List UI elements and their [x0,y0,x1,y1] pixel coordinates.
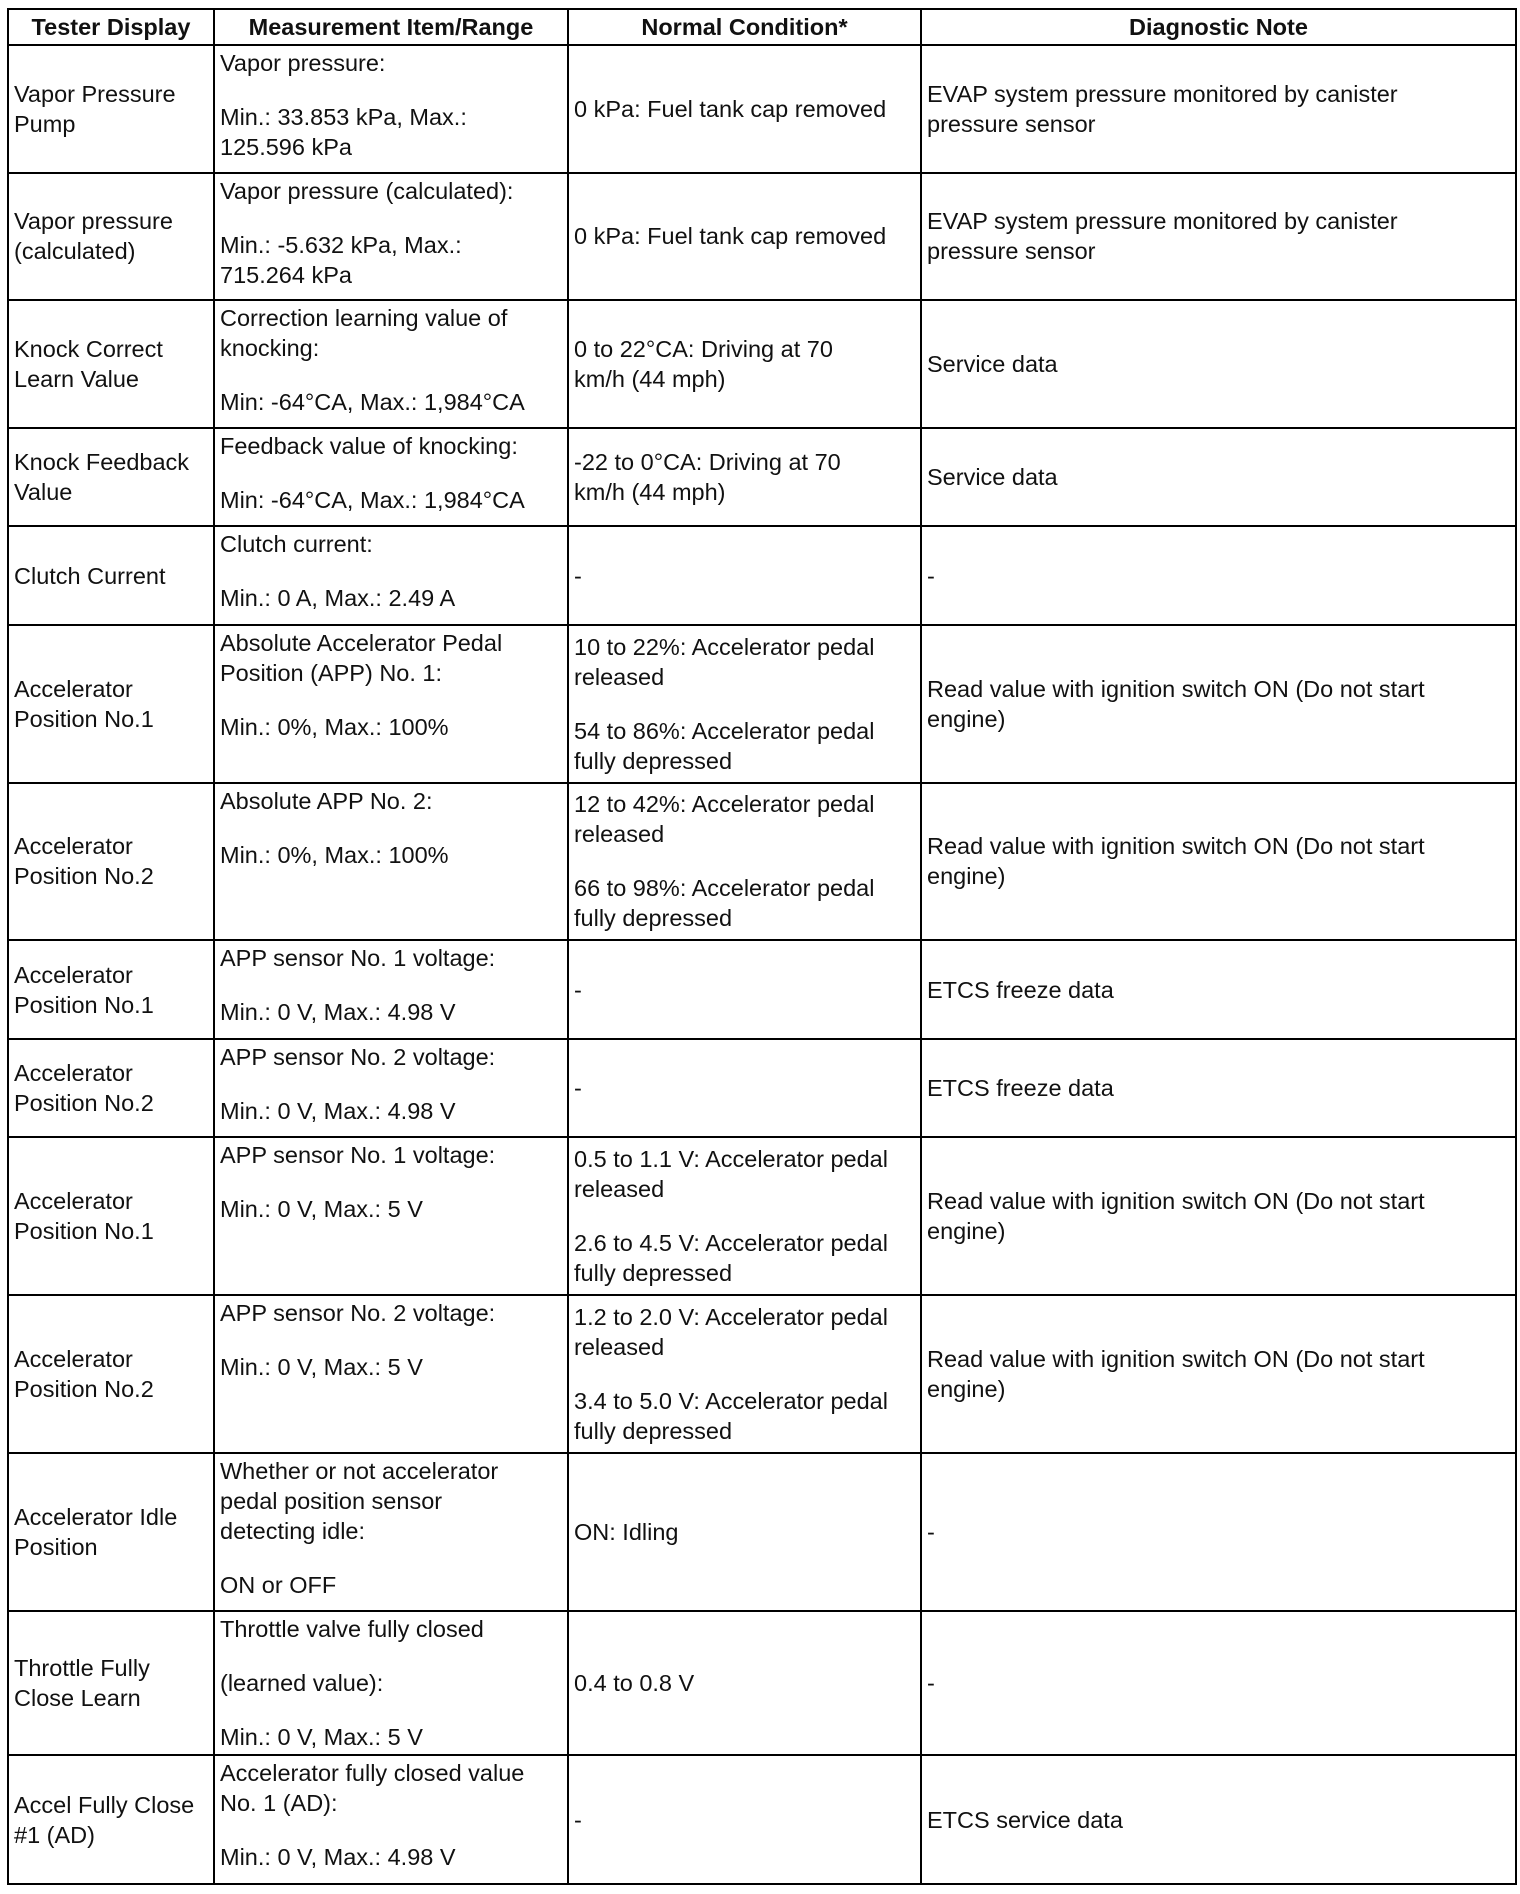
cell-line: Pump [14,110,76,137]
cell-line: Accelerator [14,1345,133,1372]
measurement-cell [214,1137,568,1295]
header-measurement-item: Measurement Item/Range [214,9,568,45]
normal-condition-cell [568,173,921,301]
cell-line: Accelerator [14,961,133,988]
cell-line: released [574,663,665,690]
cell-line: Min.: 0 A, Max.: 2.49 A [220,585,456,612]
cell-line: Throttle valve fully closed [220,1615,484,1642]
cell-line: Absolute APP No. 2: [220,787,433,814]
cell-line: released [574,821,665,848]
cell-line: APP sensor No. 2 voltage: [220,1043,496,1070]
diagnostic-note-cell [921,1611,1516,1756]
normal-condition-cell [568,45,921,173]
cell-line: Close Learn [14,1684,141,1711]
measurement-cell [214,1295,568,1453]
diagnostic-note-cell [921,1453,1516,1611]
cell-line: Min.: 0 V, Max.: 5 V [220,1196,423,1223]
table-row [8,173,1516,301]
cell-line: Throttle Fully [14,1654,150,1681]
table-row [8,45,1516,173]
diagnostic-note-cell [921,625,1516,783]
table-row [8,1295,1516,1453]
cell-line: km/h (44 mph) [574,366,726,393]
diagnostic-note-cell [921,428,1516,526]
cell-line: fully depressed [574,1417,733,1444]
normal-condition-cell [568,300,921,428]
cell-line: - [574,1806,582,1833]
cell-line: engine) [927,1218,1006,1245]
measurement-cell [214,45,568,173]
cell-line: 10 to 22%: Accelerator pedal [574,633,875,660]
diagnostic-data-table [7,8,1517,1885]
table-row [8,428,1516,526]
header-row [8,9,1516,45]
cell-line: APP sensor No. 1 voltage: [220,1142,496,1169]
cell-line: Min.: 0 V, Max.: 4.98 V [220,999,456,1026]
diagnostic-note-cell [921,783,1516,941]
diagnostic-note-cell [921,1755,1516,1884]
cell-line: - [927,562,935,589]
diagnostic-note-cell [921,173,1516,301]
cell-line: #1 (AD) [14,1821,95,1848]
table-row [8,526,1516,624]
cell-line: - [574,976,582,1003]
cell-line: 125.596 kPa [220,134,352,160]
cell-line: Position (APP) No. 1: [220,659,443,686]
cell-line: - [574,1075,582,1101]
tester-display-cell [8,1137,214,1295]
cell-line: Accelerator [14,833,133,860]
measurement-cell [214,300,568,428]
cell-line: Min.: 0%, Max.: 100% [220,713,449,740]
cell-line: Min.: 33.853 kPa, Max.: [220,104,467,130]
cell-line: detecting idle: [220,1517,366,1544]
cell-line: Position No.2 [14,1090,154,1116]
cell-line: Knock Correct [14,336,163,363]
cell-line: Accelerator [14,1188,133,1215]
header-diagnostic-note: Diagnostic Note [921,9,1516,45]
cell-line: - [927,1669,935,1696]
cell-line: APP sensor No. 1 voltage: [220,945,496,972]
cell-line: Accelerator [14,1060,133,1086]
measurement-cell [214,428,568,526]
normal-condition-cell [568,1755,921,1884]
cell-line: pedal position sensor [220,1487,443,1514]
cell-line: - [927,1518,935,1545]
measurement-cell [214,1755,568,1884]
cell-line: 0.5 to 1.1 V: Accelerator pedal [574,1146,888,1173]
cell-line: knocking: [220,335,320,362]
table-row [8,300,1516,428]
tester-display-cell [8,300,214,428]
normal-condition-cell [568,940,921,1038]
tester-display-cell [8,45,214,173]
cell-line: Service data [927,464,1058,491]
tester-display-cell [8,1611,214,1756]
cell-line: EVAP system pressure monitored by canister [927,80,1398,107]
header-normal-condition: Normal Condition* [568,9,921,45]
cell-line: Correction learning value of [220,305,508,332]
cell-line: APP sensor No. 2 voltage: [220,1300,496,1326]
cell-line: Read value with ignition switch ON (Do not start [927,833,1425,860]
measurement-cell [214,1039,568,1137]
measurement-cell [214,625,568,783]
cell-line: released [574,1333,665,1360]
cell-line: pressure sensor [927,238,1096,265]
table-body [8,45,1516,1884]
cell-line: Learn Value [14,366,139,393]
normal-condition-cell [568,625,921,783]
cell-line: Vapor pressure [14,208,173,235]
diagnostic-note-cell [921,45,1516,173]
cell-line: (learned value): [220,1669,384,1696]
table-row [8,1755,1516,1884]
cell-line: Position No.2 [14,863,154,890]
cell-line: Position No.1 [14,1218,154,1245]
cell-line: (calculated) [14,238,136,265]
cell-line: Vapor Pressure [14,80,176,107]
cell-line: Min.: 0 V, Max.: 4.98 V [220,1844,456,1871]
cell-line: 0 kPa: Fuel tank cap removed [574,95,887,122]
cell-line: Min.: 0 V, Max.: 4.98 V [220,1097,456,1124]
cell-line: Min.: 0 V, Max.: 5 V [220,1354,423,1380]
cell-line: fully depressed [574,905,733,932]
cell-line: Whether or not accelerator [220,1457,499,1484]
diagnostic-note-cell [921,1137,1516,1295]
measurement-cell [214,526,568,624]
cell-line: Min.: 0%, Max.: 100% [220,841,449,868]
cell-line: Position No.1 [14,991,154,1018]
diagnostic-note-cell [921,940,1516,1038]
cell-line: 12 to 42%: Accelerator pedal [574,791,875,818]
tester-display-cell [8,625,214,783]
cell-line: Vapor pressure (calculated): [220,177,514,204]
cell-line: Position [14,1533,98,1560]
cell-line: 66 to 98%: Accelerator pedal [574,875,875,902]
cell-line: Accelerator [14,675,133,702]
cell-line: -22 to 0°CA: Driving at 70 [574,449,841,476]
cell-line: km/h (44 mph) [574,479,726,506]
cell-line: 715.264 kPa [220,261,352,288]
tester-display-cell [8,1039,214,1137]
table-row [8,625,1516,783]
table-row [8,1137,1516,1295]
cell-line: Position No.2 [14,1375,154,1402]
diagnostic-note-cell [921,1295,1516,1453]
cell-line: fully depressed [574,747,733,774]
cell-line: - [574,562,582,589]
measurement-cell [214,783,568,941]
normal-condition-cell [568,783,921,941]
cell-line: ETCS freeze data [927,1075,1114,1101]
cell-line: Accelerator Idle [14,1503,178,1530]
normal-condition-cell [568,526,921,624]
cell-line: Absolute Accelerator Pedal [220,629,503,656]
cell-line: No. 1 (AD): [220,1790,338,1817]
table-row [8,940,1516,1038]
cell-line: Value [14,479,73,506]
measurement-cell [214,1611,568,1756]
cell-line: Accelerator fully closed value [220,1760,525,1787]
normal-condition-cell [568,1039,921,1137]
tester-display-cell [8,940,214,1038]
cell-line: Min.: 0 V, Max.: 5 V [220,1723,423,1750]
cell-line: 54 to 86%: Accelerator pedal [574,717,875,744]
header-tester-display: Tester Display [8,9,214,45]
cell-line: Read value with ignition switch ON (Do not start [927,1188,1425,1215]
diagnostic-note-cell [921,526,1516,624]
cell-line: Read value with ignition switch ON (Do not start [927,1345,1425,1372]
cell-line: Knock Feedback [14,449,190,476]
cell-line: 2.6 to 4.5 V: Accelerator pedal [574,1230,888,1257]
tester-display-cell [8,1453,214,1611]
measurement-cell [214,940,568,1038]
cell-line: Min: -64°CA, Max.: 1,984°CA [220,486,525,513]
normal-condition-cell [568,1453,921,1611]
normal-condition-cell [568,428,921,526]
cell-line: Service data [927,351,1058,378]
cell-line: Min: -64°CA, Max.: 1,984°CA [220,389,525,416]
normal-condition-cell [568,1611,921,1756]
cell-line: engine) [927,1375,1006,1402]
cell-line: ETCS freeze data [927,976,1114,1003]
diagnostic-note-cell [921,1039,1516,1137]
normal-condition-cell [568,1295,921,1453]
cell-line: released [574,1176,665,1203]
cell-line: 0 kPa: Fuel tank cap removed [574,223,887,250]
cell-line: Accel Fully Close [14,1791,195,1818]
table-row [8,1611,1516,1756]
tester-display-cell [8,1295,214,1453]
cell-line: 1.2 to 2.0 V: Accelerator pedal [574,1303,888,1330]
cell-line: 0.4 to 0.8 V [574,1669,695,1696]
tester-display-cell [8,526,214,624]
cell-line: 3.4 to 5.0 V: Accelerator pedal [574,1387,888,1414]
cell-line: 0 to 22°CA: Driving at 70 [574,336,833,363]
cell-line: engine) [927,705,1006,732]
cell-line: Min.: -5.632 kPa, Max.: [220,231,462,258]
cell-line: ON: Idling [574,1518,679,1545]
tester-display-cell [8,1755,214,1884]
cell-line: Feedback value of knocking: [220,432,518,459]
table-row [8,1453,1516,1611]
cell-line: Clutch current: [220,531,373,558]
cell-line: Clutch Current [14,562,166,589]
tester-display-cell [8,783,214,941]
cell-line: Vapor pressure: [220,50,386,76]
cell-line: engine) [927,863,1006,890]
diagnostic-note-cell [921,300,1516,428]
cell-line: Position No.1 [14,705,154,732]
measurement-cell [214,1453,568,1611]
cell-line: ON or OFF [220,1571,337,1598]
normal-condition-cell [568,1137,921,1295]
cell-line: fully depressed [574,1260,733,1287]
tester-display-cell [8,173,214,301]
tester-display-cell [8,428,214,526]
cell-line: pressure sensor [927,110,1096,137]
cell-line: Read value with ignition switch ON (Do not start [927,675,1425,702]
cell-line: EVAP system pressure monitored by canister [927,208,1398,235]
table-row [8,1039,1516,1137]
cell-line: ETCS service data [927,1806,1123,1833]
measurement-cell [214,173,568,301]
table-row [8,783,1516,941]
